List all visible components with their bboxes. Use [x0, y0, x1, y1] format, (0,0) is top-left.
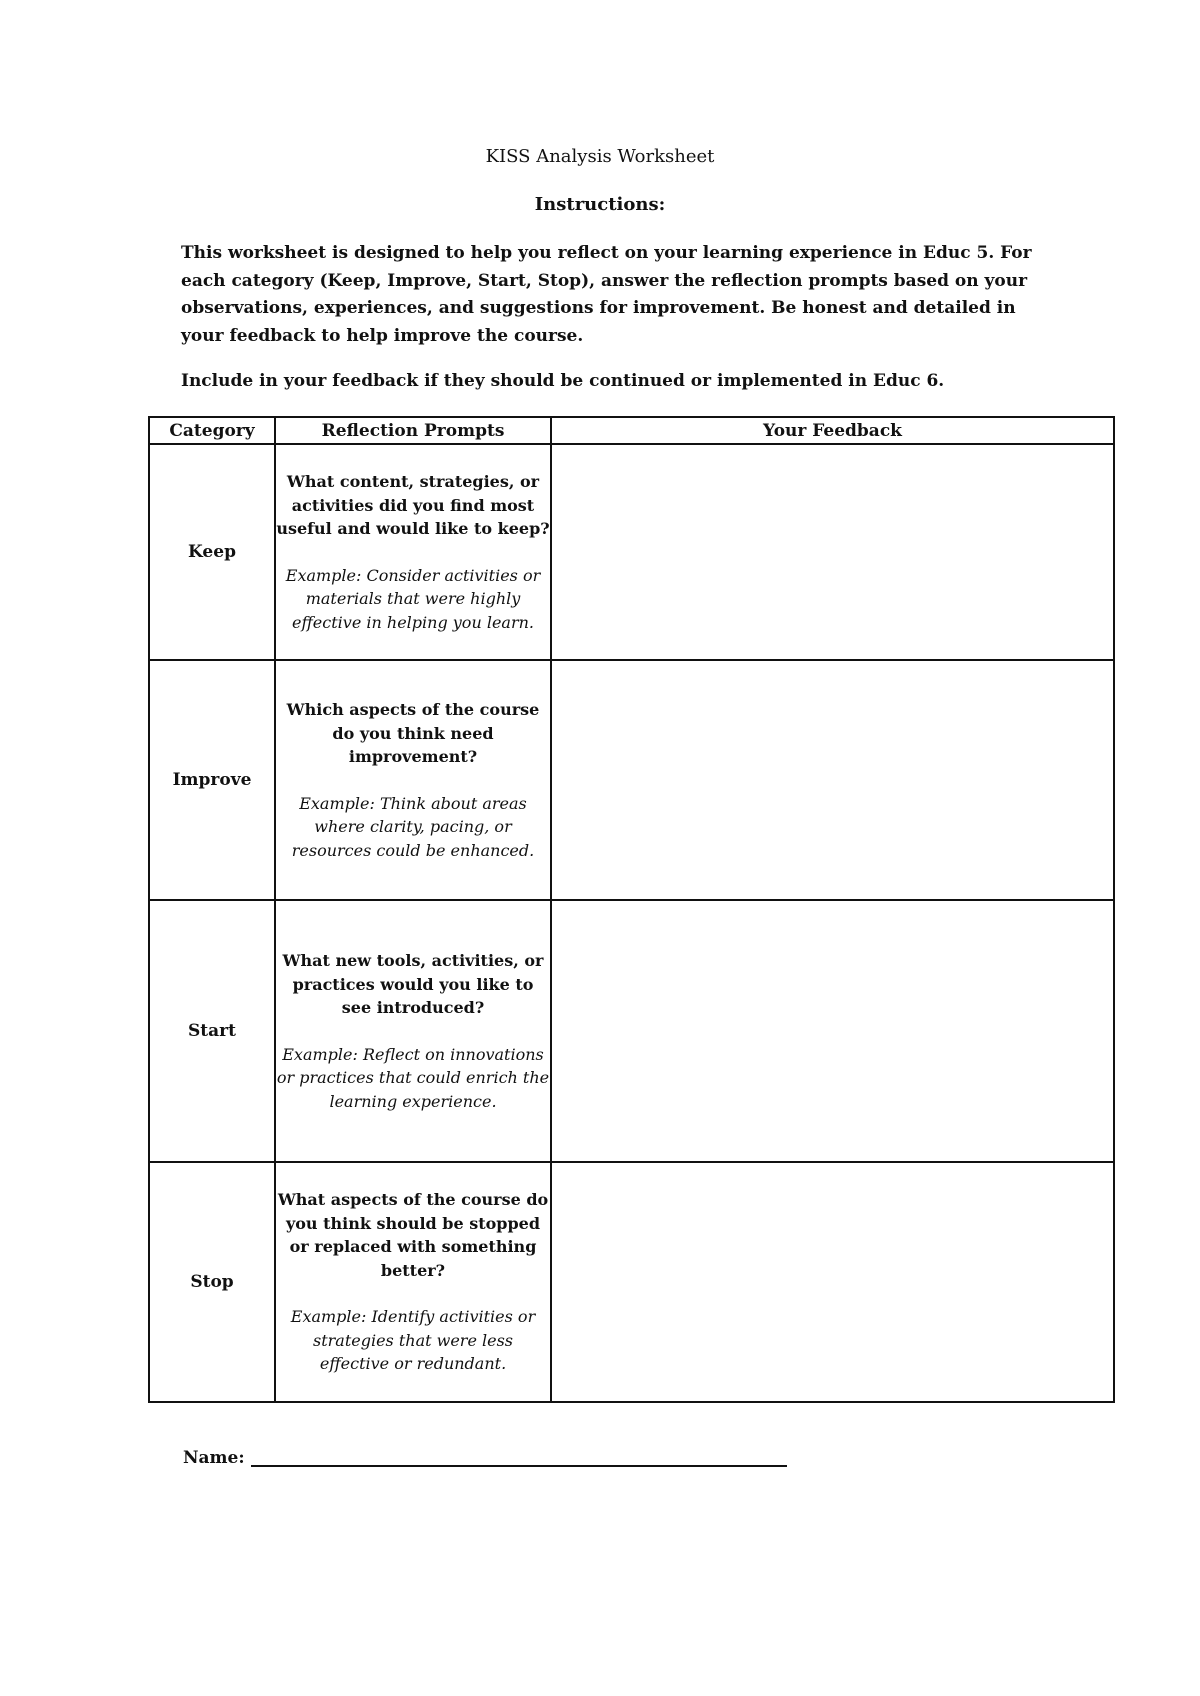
feedback-keep[interactable] [551, 444, 1114, 660]
header-reflection-prompts: Reflection Prompts [275, 417, 551, 444]
feedback-start[interactable] [551, 900, 1114, 1162]
category-improve: Improve [149, 660, 275, 900]
prompt-keep [275, 444, 551, 660]
name-field-row [183, 1447, 787, 1469]
category-stop: Stop [149, 1162, 275, 1402]
feedback-stop[interactable] [551, 1162, 1114, 1402]
prompt-start [275, 900, 551, 1162]
kiss-table [148, 416, 1115, 1403]
instructions-note: Include in your feedback if they should be continued or implemented in Educ 6. [181, 371, 945, 391]
name-input-line[interactable] [251, 1465, 787, 1467]
prompt-example: Example: Identify activities or strategies that were less effective or redundant. [290, 1307, 536, 1374]
prompt-question: What content, strategies, or activities did you find most useful and would like to keep? [276, 472, 550, 538]
table-row-improve [149, 660, 1114, 900]
prompt-question: What new tools, activities, or practices would you like to see introduced? [282, 951, 544, 1017]
header-category: Category [149, 417, 275, 444]
prompt-example: Example: Consider activities or materials that were highly effective in helping you learn. [285, 565, 541, 632]
prompt-example: Example: Think about areas where clarity, pacing, or resources could be enhanced. [291, 793, 535, 860]
name-label: Name: [183, 1448, 245, 1468]
table-row-keep [149, 444, 1114, 660]
table-row-start [149, 900, 1114, 1162]
table-header-row [149, 417, 1114, 444]
feedback-improve[interactable] [551, 660, 1114, 900]
prompt-stop [275, 1162, 551, 1402]
category-keep: Keep [149, 444, 275, 660]
prompt-question: Which aspects of the course do you think need improvement? [286, 700, 540, 766]
instructions-heading: Instructions: [534, 194, 666, 215]
category-start: Start [149, 900, 275, 1162]
prompt-question: What aspects of the course do you think should be stopped or replaced with something better? [277, 1190, 549, 1280]
instructions-body: This worksheet is designed to help you reflect on your learning experience in Educ 5. For each category (Keep, Improve, Start, Stop), answer the reflection prompts based on your observations, experiences, and suggestions for improvement. Be honest and detailed in your feedback to help improve the course. [181, 243, 1032, 346]
prompt-improve [275, 660, 551, 900]
page-title: KISS Analysis Worksheet [485, 146, 715, 167]
prompt-example: Example: Reflect on innovations or practices that could enrich the learning experience. [276, 1044, 550, 1111]
header-your-feedback: Your Feedback [551, 417, 1114, 444]
table-row-stop [149, 1162, 1114, 1402]
